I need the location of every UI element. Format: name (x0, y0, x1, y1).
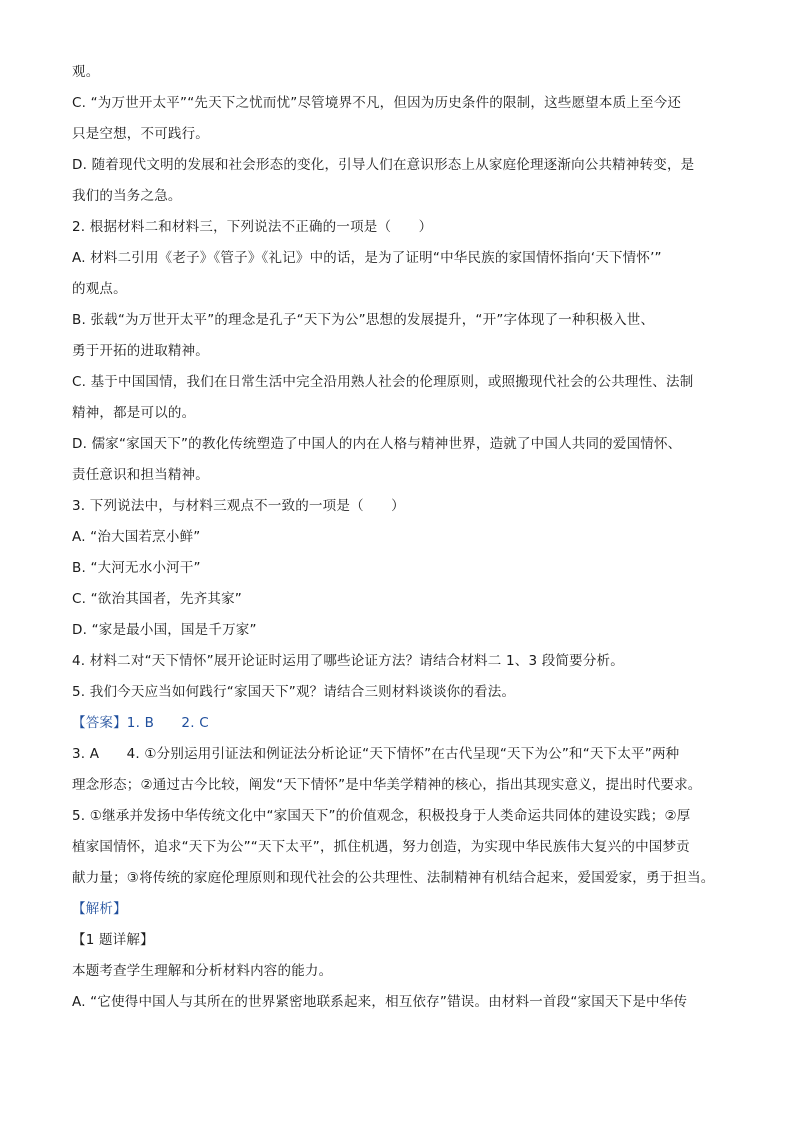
text-line: 的观点。 (72, 281, 127, 297)
text-line: C. “为万世开太平”“先天下之忧而忧”尽管境界不凡，但因为历史条件的限制，这些愿望本质上至今还 (72, 95, 682, 111)
text-line: D. 随着现代文明的发展和社会形态的变化，引导人们在意识形态上从家庭伦理逐渐向公共精神转变，是 (72, 157, 695, 173)
text-line: C. 基于中国国情，我们在日常生活中完全沿用熟人社会的伦理原则，或照搬现代社会的公共理性、法制 (72, 374, 694, 390)
text-line: 勇于开拓的进取精神。 (72, 343, 209, 359)
answer-line: 献力量；③将传统的家庭伦理原则和现代社会的公共理性、法制精神有机结合起来，爱国爱家，勇于担当。 (72, 870, 715, 886)
answer-line: 3. A 4. ①分别运用引证法和例证法分析论证“天下情怀”在古代呈现“天下为公”和“天下太平”两种 (72, 746, 680, 762)
option-d: D. “家是最小国，国是千万家” (72, 622, 257, 638)
question-5: 5. 我们今天应当如何践行“家国天下”观？请结合三则材料谈谈你的看法。 (72, 684, 516, 700)
text-line: 精神，都是可以的。 (72, 405, 196, 421)
answer-header: 【答案】1. B 2. C (72, 715, 209, 731)
text-line: 我们的当务之急。 (72, 188, 182, 204)
answer-line: 植家国情怀，追求“天下为公”“天下太平”，抓住机遇，努力创造，为实现中华民族伟大复兴的中国梦贡 (72, 839, 690, 855)
detail-header: 【1 题详解】 (72, 932, 154, 948)
text-line: A. “它使得中国人与其所在的世界紧密地联系起来，相互依存”错误。由材料一首段“家国天下是中华传 (72, 994, 688, 1010)
question-3: 3. 下列说法中，与材料三观点不一致的一项是（ ） (72, 498, 405, 514)
answer-line: 5. ①继承并发扬中华传统文化中“家国天下”的价值观念，积极投身于人类命运共同体的建设实践；②厚 (72, 808, 691, 824)
text-line: 只是空想，不可践行。 (72, 126, 209, 142)
question-2: 2. 根据材料二和材料三，下列说法不正确的一项是（ ） (72, 219, 433, 235)
text-line: A. 材料二引用《老子》《管子》《礼记》中的话，是为了证明“中华民族的家国情怀指向‘天下情怀’” (72, 250, 662, 266)
option-b: B. “大河无水小河干” (72, 560, 201, 576)
option-c: C. “欲治其国者，先齐其家” (72, 591, 242, 607)
analysis-header: 【解析】 (72, 901, 127, 917)
question-4: 4. 材料二对“天下情怀”展开论证时运用了哪些论证方法？请结合材料二 1、3 段简要分析。 (72, 653, 624, 669)
option-a: A. “治大国若烹小鲜” (72, 529, 201, 545)
text-line: 责任意识和担当精神。 (72, 467, 209, 483)
document-body (72, 62, 722, 1023)
text-line: 观。 (72, 64, 100, 80)
text-line: B. 张载“为万世开太平”的理念是孔子“天下为公”思想的发展提升，“开”字体现了一种积极入世、 (72, 312, 655, 328)
text-line: 本题考查学生理解和分析材料内容的能力。 (72, 963, 333, 979)
answer-line: 理念形态；②通过古今比较，阐发“天下情怀”是中华美学精神的核心，指出其现实意义，提出时代要求。 (72, 777, 702, 793)
text-line: D. 儒家“家国天下”的教化传统塑造了中国人的内在人格与精神世界，造就了中国人共同的爱国情怀、 (72, 436, 682, 452)
